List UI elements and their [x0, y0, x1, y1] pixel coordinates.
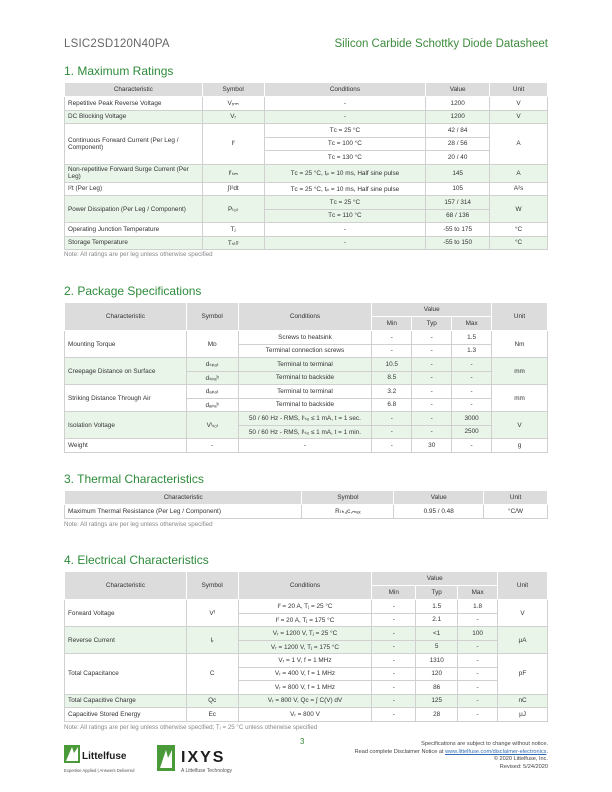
col-header: Symbol [186, 572, 238, 600]
table-row [65, 412, 548, 426]
symbol-cell: dₐₚₐₜ [186, 385, 238, 399]
condition-cell: Terminal to backside [238, 398, 372, 412]
col-header: Unit [490, 83, 548, 97]
col-header: Conditions [238, 572, 372, 600]
document-title: Silicon Carbide Schottky Diode Datasheet [334, 38, 548, 50]
max-cell: - [452, 385, 492, 399]
table-row [65, 600, 548, 614]
littelfuse-logo-mark [64, 744, 144, 776]
footer-text: Read complete Disclaimer Notice at [354, 748, 446, 755]
typ-cell: 86 [416, 681, 458, 695]
typ-cell: - [412, 398, 452, 412]
condition-cell: Vᵣ = 1200 V, Tⱼ = 25 °C [238, 627, 372, 641]
max-cell: 1.5 [452, 331, 492, 345]
symbol-cell: Vᵣᵣₘ [202, 97, 264, 111]
col-header: Unit [484, 491, 548, 505]
value-cell: 157 / 314 [426, 196, 490, 210]
typ-cell: - [412, 385, 452, 399]
col-header: Value [426, 83, 490, 97]
value-cell: 68 / 136 [426, 209, 490, 223]
typ-cell: 30 [412, 439, 452, 453]
littelfuse-logo [64, 744, 144, 776]
condition-cell: Tᴄ = 130 °C [264, 151, 426, 165]
unit-cell: V [490, 110, 548, 124]
unit-cell: °C [490, 223, 548, 237]
thermal-characteristics-table [64, 490, 548, 519]
symbol-cell: Iᶠ [202, 124, 264, 165]
section-title-package-specifications: 2. Package Specifications [64, 284, 202, 298]
min-cell: - [372, 344, 412, 358]
unit-cell: g [492, 439, 548, 453]
col-header: Value [372, 303, 492, 317]
symbol-cell: dₐₚₐᵇ [186, 398, 238, 412]
condition-cell: - [238, 439, 372, 453]
typ-cell: - [412, 344, 452, 358]
value-cell: 0.95 / 0.48 [394, 505, 484, 519]
typ-cell: 2.1 [416, 613, 458, 627]
value-cell: -55 to 150 [426, 236, 490, 250]
typ-cell: - [412, 358, 452, 372]
footer-disclaimer [355, 741, 548, 771]
condition-cell: Terminal to terminal [238, 385, 372, 399]
col-header: Characteristic [65, 303, 187, 331]
unit-cell: mm [492, 385, 548, 412]
characteristic-cell: Mounting Torque [65, 331, 187, 358]
characteristic-cell: Power Dissipation (Per Leg / Component) [65, 196, 203, 223]
symbol-cell: Iᵣ [186, 627, 238, 654]
littelfuse-logo-text: Littelfuse [82, 751, 127, 762]
unit-cell: °C/W [484, 505, 548, 519]
characteristic-cell: Striking Distance Through Air [65, 385, 187, 412]
characteristic-cell: Storage Temperature [65, 236, 203, 250]
table-row [65, 110, 548, 124]
col-header: Value [372, 572, 498, 586]
col-header: Characteristic [65, 83, 203, 97]
symbol-cell: Rₜₕ,ⱼᴄ,ₘₐₓ [302, 505, 394, 519]
characteristic-cell: Total Capacitive Charge [65, 694, 187, 708]
col-header: Symbol [202, 83, 264, 97]
value-cell: 1200 [426, 110, 490, 124]
typ-cell: 5 [416, 640, 458, 654]
value-cell: 145 [426, 164, 490, 182]
condition-cell: - [264, 97, 426, 111]
characteristic-cell: Maximum Thermal Resistance (Per Leg / Component) [65, 505, 302, 519]
symbol-cell: ∫I²dt [202, 182, 264, 196]
condition-cell: Tᴄ = 25 °C [264, 196, 426, 210]
characteristic-cell: Continuous Forward Current (Per Leg / Component) [65, 124, 203, 165]
col-subheader: Min [372, 586, 416, 600]
col-header: Symbol [302, 491, 394, 505]
characteristic-cell: Capacitive Stored Energy [65, 708, 187, 722]
condition-cell: Tᴄ = 25 °C, tₚ = 10 ms, Half sine pulse [264, 164, 426, 182]
col-header: Conditions [238, 303, 372, 331]
unit-cell: V [490, 97, 548, 111]
min-cell: - [372, 439, 412, 453]
max-cell: - [458, 667, 498, 681]
table-row [65, 182, 548, 196]
condition-cell: Vᵣ = 800 V, f = 1 MHz [238, 681, 372, 695]
symbol-cell: Eᴄ [186, 708, 238, 722]
max-cell: - [458, 708, 498, 722]
table-row [65, 694, 548, 708]
unit-cell: W [490, 196, 548, 223]
condition-cell: Vᵣ = 400 V, f = 1 MHz [238, 667, 372, 681]
value-cell: 20 / 40 [426, 151, 490, 165]
min-cell: - [372, 654, 416, 668]
value-cell: -55 to 175 [426, 223, 490, 237]
characteristic-cell: Creepage Distance on Surface [65, 358, 187, 385]
value-cell: 105 [426, 182, 490, 196]
characteristic-cell: DC Blocking Voltage [65, 110, 203, 124]
unit-cell: °C [490, 236, 548, 250]
ixys-logo-mark [157, 744, 257, 776]
unit-cell: Nm [492, 331, 548, 358]
unit-cell: A [490, 164, 548, 182]
condition-cell: 50 / 60 Hz - RMS, Iᴵₛₒ ≤ 1 mA, t = 1 min. [238, 425, 372, 439]
package-specifications-table [64, 302, 548, 453]
table-row [65, 196, 548, 210]
condition-cell: Tᴄ = 110 °C [264, 209, 426, 223]
condition-cell: Iᶠ = 20 A, Tⱼ = 25 °C [238, 600, 372, 614]
table-row [65, 223, 548, 237]
max-cell: 1.3 [452, 344, 492, 358]
min-cell: - [372, 681, 416, 695]
typ-cell: 1.5 [416, 600, 458, 614]
maximum-ratings-table [64, 82, 548, 250]
condition-cell: - [264, 236, 426, 250]
condition-cell: Iᶠ = 20 A, Tⱼ = 175 °C [238, 613, 372, 627]
max-cell: 3000 [452, 412, 492, 426]
max-cell: - [452, 439, 492, 453]
min-cell: - [372, 667, 416, 681]
footer-text: . [546, 748, 548, 755]
characteristic-cell: Repetitive Peak Reverse Voltage [65, 97, 203, 111]
section-title-electrical-characteristics: 4. Electrical Characteristics [64, 553, 209, 567]
unit-cell: A [490, 124, 548, 165]
ixys-logo [157, 744, 257, 776]
max-cell: - [458, 694, 498, 708]
typ-cell: - [412, 425, 452, 439]
characteristic-cell: Non-repetitive Forward Surge Current (Per Leg) [65, 164, 203, 182]
table-row [65, 331, 548, 345]
table-row [65, 439, 548, 453]
condition-cell: 50 / 60 Hz - RMS, Iᴵₛₒ ≤ 1 mA, t = 1 sec. [238, 412, 372, 426]
condition-cell: Vᵣ = 1200 V, Tⱼ = 175 °C [238, 640, 372, 654]
max-cell: - [458, 613, 498, 627]
max-cell: - [458, 681, 498, 695]
part-number: LSIC2SD120N40PA [64, 38, 170, 50]
page-number: 3 [300, 737, 305, 746]
min-cell: - [372, 600, 416, 614]
symbol-cell: C [186, 654, 238, 695]
symbol-cell: dₛₚₐᵇ [186, 371, 238, 385]
min-cell: - [372, 412, 412, 426]
symbol-cell: Tₛₜᵍ [202, 236, 264, 250]
section-title-maximum-ratings: 1. Maximum Ratings [64, 64, 174, 78]
condition-cell: Tᴄ = 25 °C, tₚ = 10 ms, Half sine pulse [264, 182, 426, 196]
footer-line [355, 749, 548, 757]
min-cell: 8.5 [372, 371, 412, 385]
table-row [65, 358, 548, 372]
table-row [65, 708, 548, 722]
unit-cell: pF [498, 654, 548, 695]
typ-cell: 125 [416, 694, 458, 708]
col-header: Unit [498, 572, 548, 600]
symbol-cell: Vᶠ [186, 600, 238, 627]
condition-cell: Tᴄ = 100 °C [264, 137, 426, 151]
symbol-cell: Tⱼ [202, 223, 264, 237]
value-cell: 1200 [426, 97, 490, 111]
col-header: Characteristic [65, 491, 302, 505]
characteristic-cell: Weight [65, 439, 187, 453]
typ-cell: 28 [416, 708, 458, 722]
min-cell: - [372, 627, 416, 641]
condition-cell: Terminal to backside [238, 371, 372, 385]
condition-cell: Terminal connection screws [238, 344, 372, 358]
value-cell: 42 / 84 [426, 124, 490, 138]
col-subheader: Min [372, 317, 412, 331]
condition-cell: - [264, 223, 426, 237]
footer-line: Revised: 5/24/2020 [499, 763, 548, 770]
symbol-cell: Mᴅ [186, 331, 238, 358]
footer-line: Specifications are subject to change without notice. [421, 741, 548, 747]
min-cell: - [372, 640, 416, 654]
symbol-cell: Vᴵₛₒₗ [186, 412, 238, 439]
ixys-logo-text: IXYS [181, 749, 226, 766]
unit-cell: mm [492, 358, 548, 385]
symbol-cell: dₛₚₐₜ [186, 358, 238, 372]
max-cell: - [458, 640, 498, 654]
unit-cell: V [492, 412, 548, 439]
electrical-characteristics-table [64, 571, 548, 722]
col-subheader: Typ [412, 317, 452, 331]
max-cell: 1.8 [458, 600, 498, 614]
note: Note: All ratings are per leg unless otherwise specified; Tⱼ = 25 °C unless otherwise specified [64, 724, 318, 731]
typ-cell: - [412, 331, 452, 345]
disclaimer-link[interactable]: www.littelfuse.com/disclaimer-electronics [445, 748, 547, 755]
table-row [65, 505, 548, 519]
col-header: Unit [492, 303, 548, 331]
condition-cell: Tᴄ = 25 °C [264, 124, 426, 138]
unit-cell: A²s [490, 182, 548, 196]
typ-cell: 1310 [416, 654, 458, 668]
table-row [65, 385, 548, 399]
col-header: Conditions [264, 83, 426, 97]
table-row [65, 654, 548, 668]
max-cell: - [458, 654, 498, 668]
max-cell: - [452, 358, 492, 372]
condition-cell: Screws to heatsink [238, 331, 372, 345]
typ-cell: - [412, 412, 452, 426]
table-row [65, 164, 548, 182]
ixys-tagline: A Littelfuse Technology [181, 768, 233, 774]
symbol-cell: Iᶠₛₘ [202, 164, 264, 182]
footer-line: © 2020 Littelfuse, Inc. [493, 756, 548, 762]
table-row [65, 97, 548, 111]
characteristic-cell: Operating Junction Temperature [65, 223, 203, 237]
characteristic-cell: Reverse Current [65, 627, 187, 654]
condition-cell: - [264, 110, 426, 124]
note: Note: All ratings are per leg unless otherwise specified [64, 251, 213, 258]
col-header: Value [394, 491, 484, 505]
value-cell: 28 / 56 [426, 137, 490, 151]
table-row [65, 627, 548, 641]
characteristic-cell: Forward Voltage [65, 600, 187, 627]
col-subheader: Typ [416, 586, 458, 600]
characteristic-cell: I²t (Per Leg) [65, 182, 203, 196]
condition-cell: Vᵣ = 800 V, Qᴄ = ∫ C(V) dV [238, 694, 372, 708]
unit-cell: µJ [498, 708, 548, 722]
table-row [65, 124, 548, 138]
col-subheader: Max [458, 586, 498, 600]
typ-cell: 120 [416, 667, 458, 681]
characteristic-cell: Isolation Voltage [65, 412, 187, 439]
typ-cell: - [412, 371, 452, 385]
symbol-cell: Pₜₒₜ [202, 196, 264, 223]
max-cell: 100 [458, 627, 498, 641]
min-cell: - [372, 694, 416, 708]
table-row [65, 236, 548, 250]
symbol-cell: Qᴄ [186, 694, 238, 708]
col-header: Symbol [186, 303, 238, 331]
symbol-cell: Vᵣ [202, 110, 264, 124]
unit-cell: µA [498, 627, 548, 654]
min-cell: - [372, 708, 416, 722]
col-header: Characteristic [65, 572, 187, 600]
symbol-cell: - [186, 439, 238, 453]
min-cell: - [372, 425, 412, 439]
littelfuse-tagline: Expertise Applied | Answers Delivered [64, 768, 135, 773]
max-cell: - [452, 371, 492, 385]
unit-cell: V [498, 600, 548, 627]
max-cell: 2500 [452, 425, 492, 439]
typ-cell: <1 [416, 627, 458, 641]
col-subheader: Max [452, 317, 492, 331]
max-cell: - [452, 398, 492, 412]
characteristic-cell: Total Capacitance [65, 654, 187, 695]
min-cell: 6.8 [372, 398, 412, 412]
min-cell: - [372, 331, 412, 345]
note: Note: All ratings are per leg unless otherwise specified [64, 521, 213, 528]
min-cell: - [372, 613, 416, 627]
condition-cell: Vᵣ = 800 V [238, 708, 372, 722]
min-cell: 3.2 [372, 385, 412, 399]
min-cell: 10.5 [372, 358, 412, 372]
condition-cell: Vᵣ = 1 V, f = 1 MHz [238, 654, 372, 668]
condition-cell: Terminal to terminal [238, 358, 372, 372]
section-title-thermal-characteristics: 3. Thermal Characteristics [64, 472, 204, 486]
unit-cell: nC [498, 694, 548, 708]
